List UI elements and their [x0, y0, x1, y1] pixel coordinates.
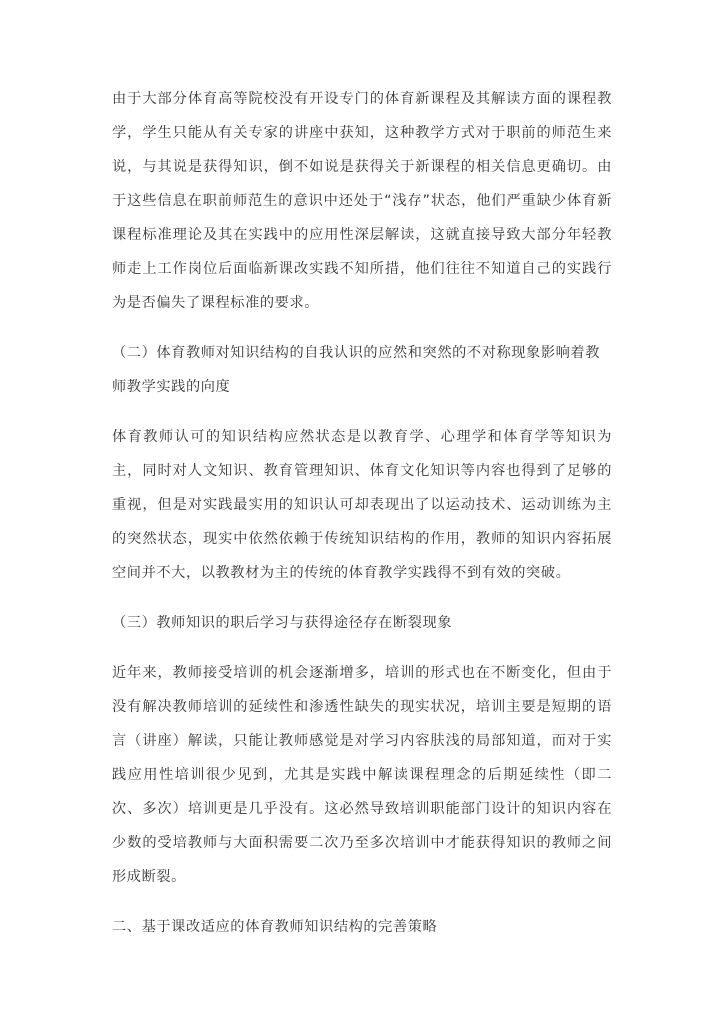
paragraph-gap [112, 640, 612, 656]
paragraph-gap [112, 894, 612, 910]
paragraph-gap [112, 404, 612, 420]
paragraph-training-gap: 近年来，教师接受培训的机会逐渐增多，培训的形式也在不断变化，但由于没有解决教师培训的延续性和渗透性缺失的现实状况，培训主要是短期的语言（讲座）解读，只能让教师感觉是对学习内容肤浅的局部知道，而对于实践应用性培训很少见到，尤其是实践中解读课程理念的后期延续性（即二次、多次）培训更是几乎没有。这必然导致培训职能部门设计的知识内容在少数的受培教师与大面积需要二次乃至多次培训中才能获得知识的教师之间形成断裂。 [112, 665, 612, 885]
paragraph-gap [112, 320, 612, 336]
section-heading-2: （二）体育教师对知识结构的自我认识的应然和突然的不对称现象影响着教师教学实践的向度 [112, 345, 600, 395]
paragraph-gap [112, 590, 612, 606]
paragraph-teacher-training-background: 由于大部分体育高等院校没有开设专门的体育新课程及其解读方面的课程教学，学生只能从有关专家的讲座中获知，这种教学方式对于职前的师范生来说，与其说是获得知识，倒不如说是获得关于新课程的相关信息更确切。由于这些信息在职前师范生的意识中还处于“浅存”状态，他们严重缺少体育新课程标准理论及其在实践中的应用性深层解读，这就直接导致大部分年轻教师走上工作岗位后面临新课改实践不知所措，他们往往不知道自己的实践行为是否偏失了课程标准的要求。 [112, 91, 612, 311]
section-heading-3: （三）教师知识的职后学习与获得途径存在断裂现象 [112, 615, 453, 631]
paragraph-knowledge-structure: 体育教师认可的知识结构应然状态是以教育学、心理学和体育学等知识为主，同时对人文知识、教育管理知识、体育文化知识等内容也得到了足够的重视，但是对实践最实用的知识认可却表现出了以运动技术、运动训练为主的突然状态，现实中依然依赖于传统知识结构的作用，教师的知识内容拓展空间并不大，以教教材为主的传统的体育教学实践得不到有效的突破。 [112, 429, 612, 581]
document-body [112, 82, 612, 944]
section-heading-strategy: 二、基于课改适应的体育教师知识结构的完善策略 [112, 919, 438, 935]
